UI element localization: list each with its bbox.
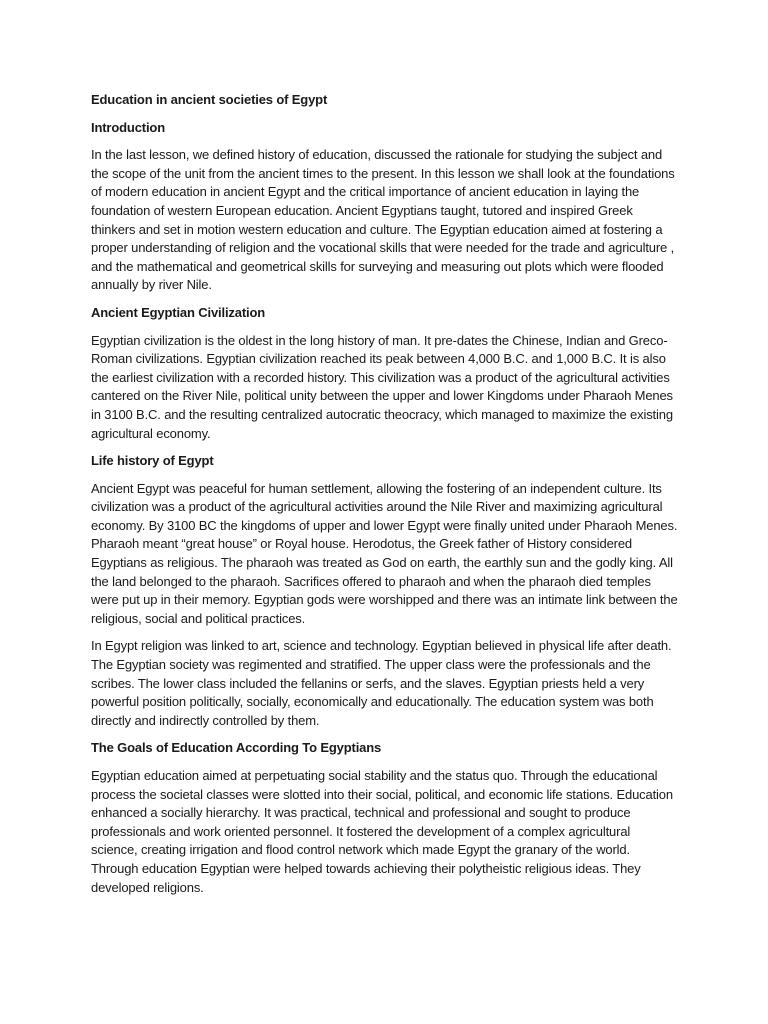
paragraph-introduction: In the last lesson, we defined history of education, discussed the rationale for studying the subject and the scope of the unit from the ancient times to the present. In this lesson we shall look at the foundations of modern education in ancient Egypt and the critical importance of ancient education in laying the foundation of western European education. Ancient Egyptians taught, tutored and inspired Greek thinkers and set in motion western education and culture. The Egyptian education aimed at fostering a proper understanding of religion and the vocational skills that were needed for the trade and agriculture , and the mathematical and geometrical skills for surveying and measuring out plots which were flooded annually by river Nile. (91, 147, 675, 293)
document-page (91, 91, 679, 906)
section-heading-ancient-egyptian-civilization: Ancient Egyptian Civilization (91, 304, 266, 320)
section-heading-life-history: Life history of Egypt (91, 453, 214, 469)
paragraph-life-history-1: Ancient Egypt was peaceful for human settlement, allowing the fostering of an independent culture. Its civilization was a product of the agricultural activities around the Nile River and maximizing agricultural economy. By 3100 BC the kingdoms of upper and lower Egypt were finally united under Pharaoh Menes. Pharaoh meant “great house” or Royal house. Herodotus, the Greek father of History considered Egyptians as religious. The pharaoh was treated as God on earth, the earthly sun and the godly king. All the land belonged to the pharaoh. Sacrifices offered to pharaoh and when the pharaoh died temples were put up in their memory. Egyptian gods were worshipped and there was an intimate link between the religious, social and political practices. (91, 480, 678, 626)
paragraph-goals-of-education: Egyptian education aimed at perpetuating social stability and the status quo. Through the educational process the societal classes were slotted into their social, political, and economic life stations. Education enhanced a socially hierarchy. It was practical, technical and professional and sought to produce professionals and work oriented personnel. It fostered the development of a complex agricultural science, creating irrigation and flood control network which made Egypt the granary of the world. Through education Egyptian were helped towards achieving their polytheistic religious ideas. They developed religions. (91, 768, 673, 895)
document-title: Education in ancient societies of Egypt (91, 92, 328, 107)
section-heading-goals-of-education: The Goals of Education According To Egyptians (91, 740, 382, 756)
section-heading-introduction: Introduction (91, 119, 166, 135)
paragraph-life-history-2: In Egypt religion was linked to art, science and technology. Egyptian believed in physical life after death. The Egyptian society was regimented and stratified. The upper class were the professionals and the scribes. The lower class included the fellanins or serfs, and the slaves. Egyptian priests held a very powerful position politically, socially, economically and educationally. The education system was both directly and indirectly controlled by them. (91, 638, 672, 728)
paragraph-civilization: Egyptian civilization is the oldest in the long history of man. It pre-dates the Chinese, Indian and Greco-Roman civilizations. Egyptian civilization reached its peak between 4,000 B.C. and 1,000 B.C. It is also the earliest civilization with a recorded history. This civilization was a product of the agricultural activities cantered on the River Nile, political unity between the upper and lower Kingdoms under Pharaoh Menes in 3100 B.C. and the resulting centralized autocratic theocracy, which managed to maximize the existing agricultural economy. (91, 332, 673, 441)
